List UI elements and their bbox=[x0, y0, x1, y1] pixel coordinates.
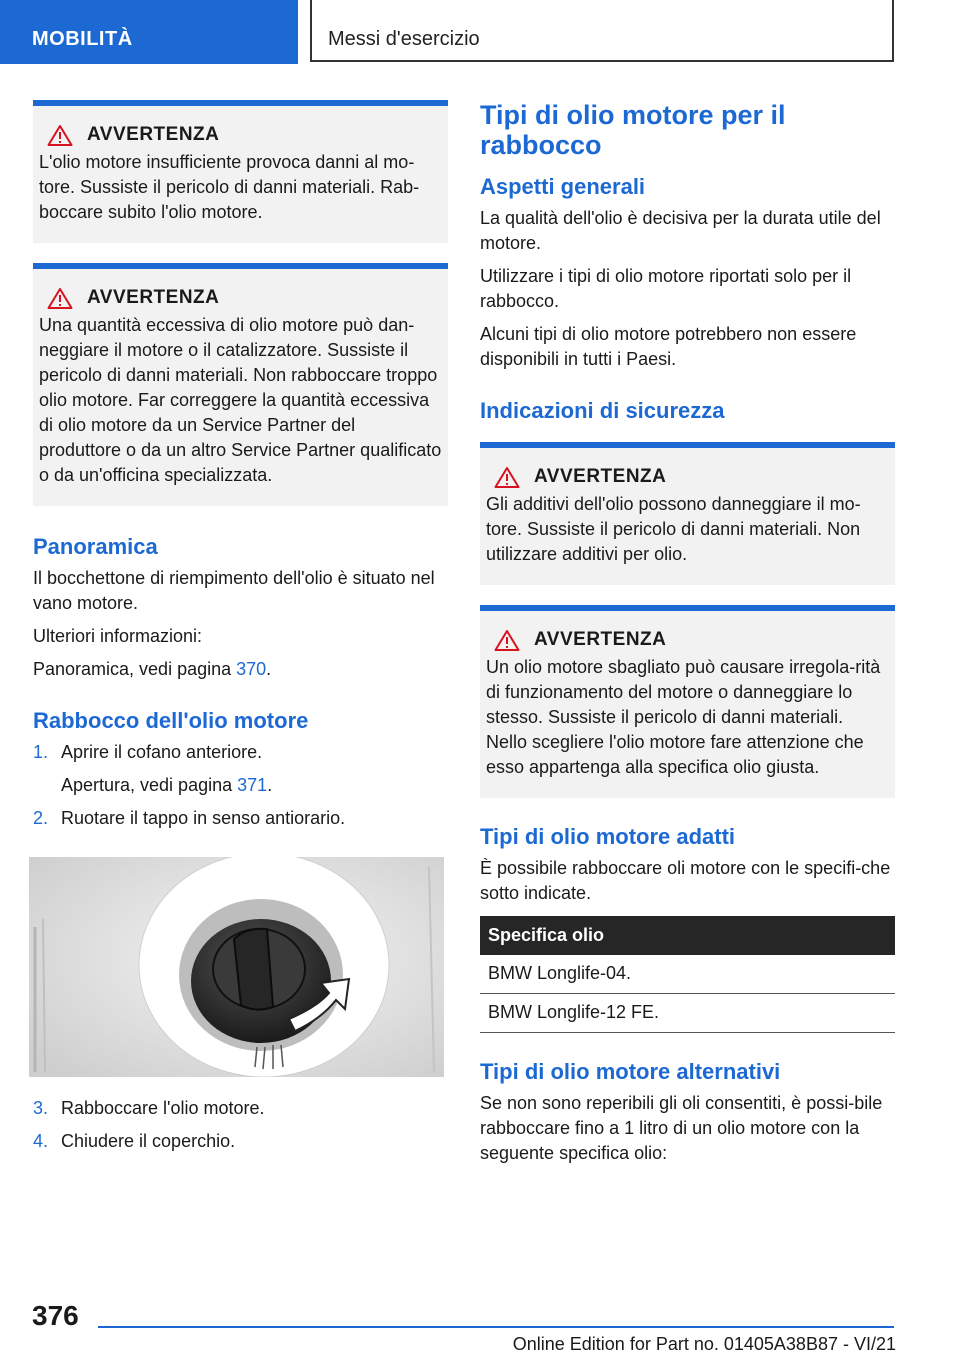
chapter-title: Messi d'esercizio bbox=[328, 28, 480, 50]
list-item bbox=[33, 1096, 448, 1121]
paragraph: La qualità dell'olio è decisiva per la durata utile del motore. bbox=[480, 208, 881, 253]
paragraph: Se non sono reperibili gli oli consentiti, è possi-bile rabboccare fino a 1 litro di un olio motore con la seguente specifica olio: bbox=[480, 1093, 883, 1163]
left-column bbox=[33, 100, 448, 1162]
table-cell: BMW Longlife-04. bbox=[480, 955, 895, 994]
warning-box bbox=[33, 263, 448, 506]
warning-triangle-icon bbox=[494, 466, 520, 488]
warning-title bbox=[47, 124, 442, 146]
warning-text: Gli additivi dell'olio possono danneggiare il mo-tore. Sussiste il pericolo di danni materiali. Non utilizzare additivi per olio. bbox=[486, 494, 861, 564]
warning-title bbox=[47, 287, 442, 309]
page-number: 376 bbox=[32, 1300, 79, 1331]
warning-box bbox=[480, 442, 895, 585]
warning-title-text: AVVERTENZA bbox=[534, 629, 667, 650]
warning-title-text: AVVERTENZA bbox=[534, 466, 667, 487]
list-item bbox=[33, 1129, 448, 1154]
step-number: 4. bbox=[33, 1131, 49, 1151]
table-header-row bbox=[480, 916, 895, 955]
warning-title-text: AVVERTENZA bbox=[87, 287, 220, 308]
step-number: 1. bbox=[33, 742, 49, 762]
warning-triangle-icon bbox=[47, 124, 73, 146]
heading-aspetti-generali: Aspetti generali bbox=[480, 174, 646, 199]
heading-sicurezza: Indicazioni di sicurezza bbox=[480, 398, 725, 423]
footer-divider bbox=[98, 1326, 894, 1328]
link-suffix: . bbox=[267, 775, 273, 795]
page-link-370[interactable]: 370 bbox=[236, 659, 267, 679]
step-text: Rabboccare l'olio motore. bbox=[61, 1098, 265, 1118]
list-item bbox=[33, 740, 448, 798]
paragraph: È possibile rabboccare oli motore con le specifi-che sotto indicate. bbox=[480, 858, 891, 903]
section-tab bbox=[0, 0, 298, 64]
paragraph: Utilizzare i tipi di olio motore riportati solo per il rabbocco. bbox=[480, 266, 852, 311]
heading-panoramica: Panoramica bbox=[33, 534, 158, 559]
chapter-tab bbox=[310, 0, 894, 62]
warning-text: Un olio motore sbagliato può causare irregola-rità di funzionamento del motore o danneggiare lo stesso. Sussiste il pericolo di danni materiali. Nello scegliere l'olio motore fare attenzione che esso appartenga alla specifica olio giusta. bbox=[486, 657, 881, 777]
section-title: MOBILITÀ bbox=[32, 28, 133, 50]
step-text: Ruotare il tappo in senso antiorario. bbox=[61, 808, 346, 828]
paragraph: Alcuni tipi di olio motore potrebbero non essere disponibili in tutti i Paesi. bbox=[480, 324, 857, 369]
paragraph: Ulteriori informazioni: bbox=[33, 626, 203, 646]
step-subtext bbox=[61, 773, 272, 798]
table-header: Specifica olio bbox=[480, 916, 895, 955]
warning-triangle-icon bbox=[494, 629, 520, 651]
oil-spec-table bbox=[480, 916, 895, 1033]
right-column bbox=[480, 100, 895, 1174]
section-heading: Tipi di olio motore per il rabbocco bbox=[480, 100, 786, 160]
warning-triangle-icon bbox=[47, 287, 73, 309]
step-text: Aprire il cofano anteriore. bbox=[61, 742, 263, 762]
step-number: 2. bbox=[33, 808, 49, 828]
table-row bbox=[480, 994, 895, 1033]
warning-title bbox=[494, 629, 889, 651]
page-link-371[interactable]: 371 bbox=[237, 775, 268, 795]
heading-rabbocco: Rabbocco dell'olio motore bbox=[33, 708, 309, 733]
link-suffix: . bbox=[266, 659, 272, 679]
table-cell: BMW Longlife-12 FE. bbox=[480, 994, 895, 1033]
paragraph-with-link bbox=[33, 657, 448, 682]
warning-title bbox=[494, 466, 889, 488]
step-number: 3. bbox=[33, 1098, 49, 1118]
step-text: Chiudere il coperchio. bbox=[61, 1131, 236, 1151]
oil-cap-illustration bbox=[29, 857, 444, 1077]
heading-tipi-adatti: Tipi di olio motore adatti bbox=[480, 824, 736, 849]
heading-tipi-alternativi: Tipi di olio motore alternativi bbox=[480, 1059, 781, 1084]
link-prefix: Panoramica, vedi pagina bbox=[33, 659, 237, 679]
warning-box bbox=[480, 605, 895, 798]
list-item bbox=[33, 806, 448, 831]
table-row bbox=[480, 955, 895, 994]
link-prefix: Apertura, vedi pagina bbox=[61, 775, 238, 795]
warning-text: L'olio motore insufficiente provoca danni al mo-tore. Sussiste il pericolo di danni materiali. Rab-boccare subito l'olio motore. bbox=[39, 152, 420, 222]
warning-title-text: AVVERTENZA bbox=[87, 124, 220, 145]
footer-edition: Online Edition for Part no. 01405A38B87 - VI/21 bbox=[512, 1334, 896, 1354]
paragraph: Il bocchettone di riempimento dell'olio è situato nel vano motore. bbox=[33, 568, 435, 613]
warning-box bbox=[33, 100, 448, 243]
warning-text: Una quantità eccessiva di olio motore può dan-neggiare il motore o il catalizzatore. Sussiste il pericolo di danni materiali. Non rabboccare troppo olio motore. Far correggere la quantità eccessiva di olio motore da un Service Partner del produttore o da un altro Service Partner qualificato o da un'officina specializzata. bbox=[39, 315, 442, 485]
